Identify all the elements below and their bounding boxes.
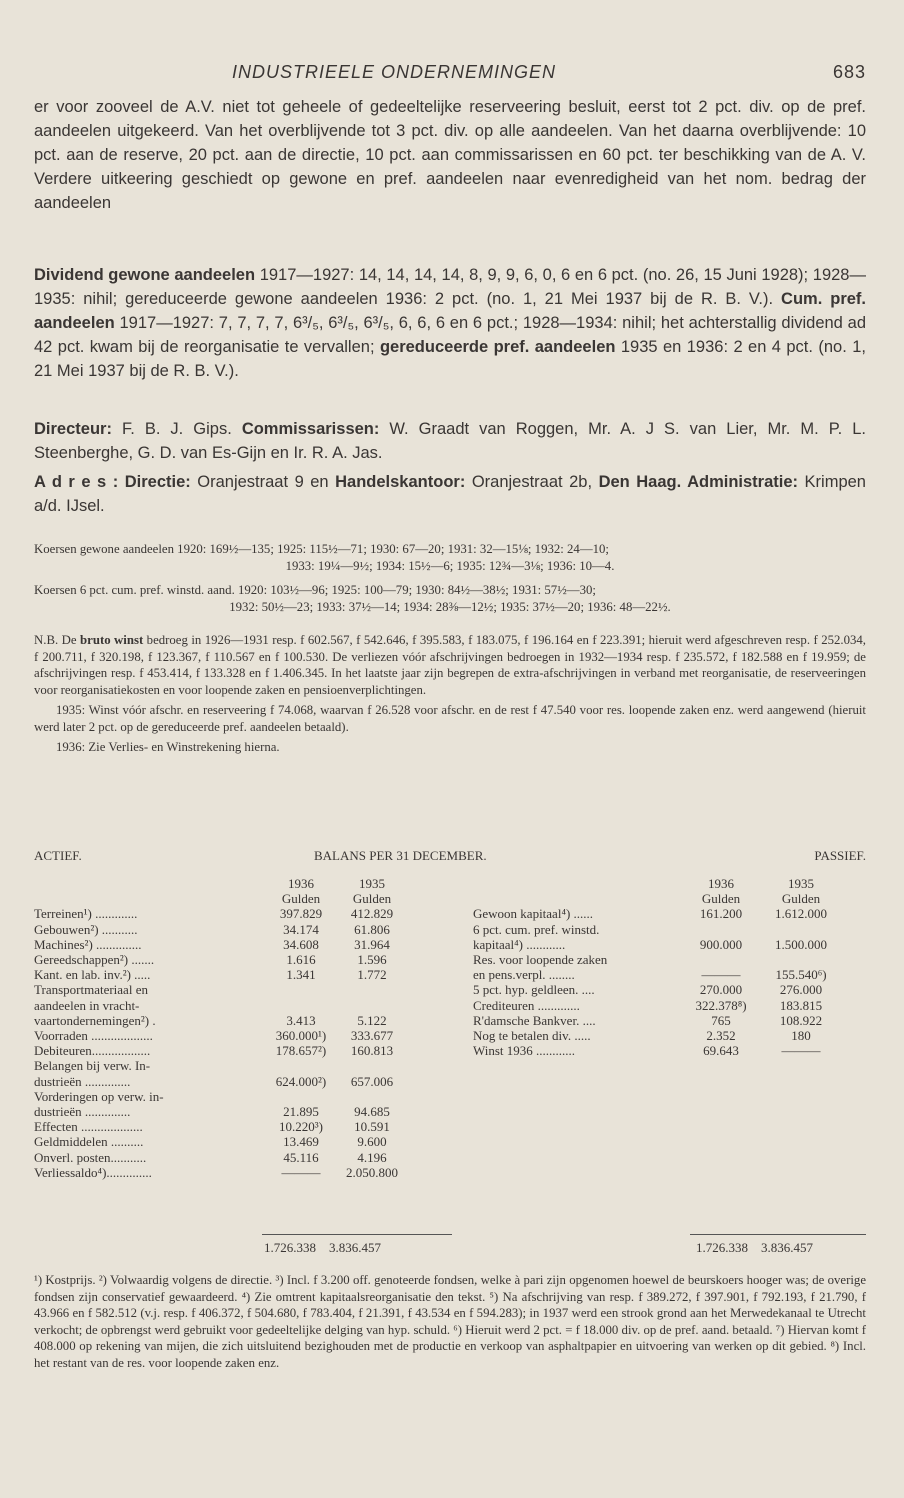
left-value-1936: 397.829: [279, 906, 323, 922]
left-value-1935: 2.050.800: [346, 1164, 398, 1180]
left-value-1935: [332, 982, 412, 997]
nb-text: bedroeg in 1926—1931 resp. f 602.567, f 542.646, f 395.583, f 183.075, f 196.164 en f 223.391; hieruit werd afgeschreven resp. f 252.034, f 200.711, f 320.198, f 123.367, f 110.567 en f 100.530. De verliezen vóór afschrijvingen bedroegen in 1932—1934 resp. f 235.572, f 182.588 en f 19.959; de afschrijvingen resp. f 453.414, f 133.328 en f 1.406.345. In het laatste jaar zijn begrepen de extra-afschrijvingen in verband met reorganisatie, de reserveeringen voor reorganisatiekosten en voor loopende zaken en pensioenverplichtingen.: [34, 633, 866, 697]
right-item-label: Winst 1936 ............: [473, 1043, 576, 1059]
left-value-1936: [270, 982, 332, 997]
commissarissen-label: Commissarissen:: [241, 420, 380, 438]
dividend-paragraph: [34, 263, 866, 383]
actief-label: ACTIEF.: [34, 848, 82, 863]
right-value-1935: 155.540⁶): [775, 967, 827, 983]
right-value-1935: 1.500.000: [775, 936, 827, 952]
passief-totals: [696, 1240, 813, 1256]
left-row: [34, 906, 412, 921]
right-item-label: Crediteuren .............: [473, 997, 580, 1013]
left-value-1936: [270, 1058, 332, 1073]
left-item-label: Debiteuren..................: [34, 1043, 151, 1059]
right-value-1936: 161.200: [699, 906, 743, 922]
left-row: [34, 1119, 412, 1134]
page-number: 683: [832, 62, 866, 82]
nb-label: N.B.: [34, 633, 59, 647]
right-value-1935: ———: [781, 1043, 821, 1059]
right-row: [473, 1013, 841, 1028]
left-value-1936: 624.000²): [275, 1073, 327, 1089]
right-item-label: kapitaal⁴) ............: [473, 936, 566, 952]
right-total-rule: [690, 1234, 866, 1235]
left-value-1935: 4.196: [357, 1149, 387, 1165]
actief-header-unit: [34, 891, 412, 906]
passief-header-year: [473, 876, 841, 891]
left-value-1935: 1.772: [357, 967, 387, 983]
total-1936-right: 1.726.338: [696, 1240, 748, 1255]
right-item-label: en pens.verpl. ........: [473, 967, 575, 983]
right-item-label: 6 pct. cum. pref. winstd.: [473, 921, 600, 937]
left-row: [34, 952, 412, 967]
left-value-1935: [332, 998, 412, 1013]
directie-address: Oranjestraat 9 en: [190, 473, 336, 491]
left-total-rule: [262, 1234, 452, 1235]
left-row: [34, 982, 412, 997]
administratie-label: Den Haag. Administratie:: [598, 473, 799, 491]
left-item-label: Vorderingen op verw. in-: [34, 1088, 164, 1104]
left-item-label: aandeelen in vracht-: [34, 997, 140, 1013]
left-value-1936: 45.116: [283, 1149, 319, 1165]
left-value-1936: 3.413: [286, 1012, 316, 1028]
right-item-label: R'damsche Bankver. ....: [473, 1012, 596, 1028]
section-title: INDUSTRIEELE ONDERNEMINGEN: [232, 62, 557, 82]
balance-heading: [34, 848, 866, 868]
balance-title: BALANS PER 31 DECEMBER.: [314, 848, 487, 863]
left-item-label: Kant. en lab. inv.²) .....: [34, 967, 151, 983]
left-value-1935: [332, 1089, 412, 1104]
gereduceerde-pref-text: 1935 en 1936: 2 en 4 pct. (no. 1, 21 Mei 1937 bij de R. B. V.).: [34, 338, 866, 380]
total-1935-left: 3.836.457: [329, 1240, 381, 1255]
right-value-1936: [681, 922, 761, 937]
right-item-label: Nog te betalen div. .....: [473, 1028, 591, 1044]
left-row: [34, 1134, 412, 1149]
left-value-1935: 1.596: [357, 952, 387, 968]
left-value-1936: 178.657²): [275, 1043, 327, 1059]
passief-label: PASSIEF.: [814, 848, 866, 863]
directeur-text: F. B. J. Gips.: [111, 420, 242, 438]
left-row: [34, 1074, 412, 1089]
passief-header-unit: [473, 891, 841, 906]
right-value-1935: [761, 922, 841, 937]
left-row: [34, 1028, 412, 1043]
unit-1935-r: Gulden: [781, 891, 821, 907]
nb-paragraph: [34, 632, 866, 698]
left-value-1935: [332, 1058, 412, 1073]
unit-1936-r: Gulden: [701, 891, 741, 907]
left-row: [34, 967, 412, 982]
year-1936: 1936: [288, 876, 314, 891]
left-item-label: Effecten ...................: [34, 1119, 143, 1135]
left-row: [34, 1089, 412, 1104]
notes-section: [34, 632, 866, 756]
left-row: [34, 1165, 412, 1180]
right-value-1936: 69.643: [703, 1043, 739, 1059]
left-row: [34, 1104, 412, 1119]
actief-header-year: [34, 876, 412, 891]
left-row: [34, 1013, 412, 1028]
year-1935-r: 1935: [788, 876, 814, 891]
handelskantoor-label: Handelskantoor:: [335, 473, 466, 491]
right-row: [473, 1043, 841, 1058]
cum-pref-label: Cum. pref. aandeelen: [34, 290, 867, 332]
directeur-label: Directeur:: [34, 420, 112, 438]
right-value-1936: [681, 952, 761, 967]
right-value-1936: 2.352: [706, 1028, 736, 1044]
left-value-1935: 9.600: [357, 1134, 387, 1150]
quotes-pref-line2: 1932: 50½—23; 1933: 37½—14; 1934: 28⅜—12½; 1935: 37½—20; 1936: 48—22½.: [229, 599, 671, 614]
right-value-1936: 765: [711, 1012, 731, 1028]
right-value-1935: 108.922: [779, 1012, 823, 1028]
bruto-winst-label: bruto winst: [80, 633, 144, 647]
note-1935: 1935: Winst vóór afschr. en reserveering f 74.068, waarvan f 26.528 voor afschr. en de rest f 47.540 voor res. loopende zaken enz. werd aangewend (hieruit werd later 2 pct. op de gereduceerde pref. aandeelen betaald).: [34, 703, 866, 734]
right-value-1935: [761, 952, 841, 967]
left-row: [34, 998, 412, 1013]
actief-table: [34, 876, 412, 1180]
left-item-label: vaartondernemingen²) .: [34, 1012, 156, 1028]
dividend-gewone-text: 1917—1927: 14, 14, 14, 14, 8, 9, 9, 6, 0, 6 en 6 pct. (no. 26, 15 Juni 1928); 1928—1935: nihil; gereduceerde gewone aandeelen 1936: 2 pct. (no. 1, 21 Mei 1937 bij de R. B. V.).: [34, 266, 866, 308]
left-value-1936: 360.000¹): [275, 1028, 327, 1044]
total-1935-right: 3.836.457: [761, 1240, 813, 1255]
footnotes: ¹) Kostprijs. ²) Volwaardig volgens de directie. ³) Incl. f 3.200 off. genoteerde fondsen, welke à pari zijn opgenomen hoewel de beurskoers hooger was; de overige fondsen zijn conservatief gewaardeerd. ⁴) Zie omtrent kapitaalsreorganisatie den tekst. ⁵) Na afschrijving van resp. f 389.272, f 397.901, f 792.193, f 21.790, f 43.966 en f 582.512 (v.j. resp. f 406.372, f 504.680, f 783.404, f 21.391, f 43.534 en f 594.283); in 1937 werd een strook grond aan het Merwedekanaal te Utrecht verkocht; de opbrengst werd gebruikt voor gedeeltelijke delging van hyp. schuld. ⁶) Hieruit werd 2 pct. = f 18.000 div. op de pref. aand. betaald. ⁷) Hiervan komt f 408.000 op rekening van mijen, die zich uitsluitend bezighouden met de productie en verkoop van asphaltpapier en uitvoering van werken op dit gebied. ⁸) Incl. het restant van de res. voor loopende zaken enz.: [34, 1273, 866, 1370]
right-row: [473, 922, 841, 937]
left-item-label: Gebouwen²) ...........: [34, 921, 138, 937]
left-value-1935: 412.829: [350, 906, 394, 922]
left-item-label: Transportmateriaal en: [34, 982, 148, 998]
left-value-1935: 160.813: [350, 1043, 394, 1059]
left-value-1936: 34.174: [283, 921, 319, 937]
left-item-label: Machines²) ..............: [34, 936, 142, 952]
right-item-label: 5 pct. hyp. geldleen. ....: [473, 982, 595, 998]
right-row: [473, 952, 841, 967]
left-value-1936: 13.469: [283, 1134, 319, 1150]
total-1936-left: 1.726.338: [264, 1240, 316, 1255]
quotes-pref: [34, 582, 866, 615]
left-value-1936: 1.616: [286, 952, 316, 968]
quotes-gewone-line1: Koersen gewone aandeelen 1920: 169½—135; 1925: 115½—71; 1930: 67—20; 1931: 32—15⅛; 1932: 24—10;: [34, 542, 609, 556]
left-value-1935: 31.964: [354, 936, 390, 952]
left-row: [34, 922, 412, 937]
left-value-1935: 657.006: [350, 1073, 394, 1089]
right-row: [473, 998, 841, 1013]
quotes-pref-line1: Koersen 6 pct. cum. pref. winstd. aand. 1920: 103½—96; 1925: 100—79; 1930: 84½—38½; 1931: 57½—30;: [34, 583, 596, 597]
passief-table: [473, 876, 841, 1058]
right-value-1935: 183.815: [779, 997, 823, 1013]
right-value-1935: 180: [791, 1028, 811, 1044]
left-value-1936: [270, 1089, 332, 1104]
left-value-1936: 34.608: [283, 936, 319, 952]
cum-pref-text: 1917—1927: 7, 7, 7, 7, 6³/₅, 6³/₅, 6³/₅, 6, 6, 6 en 6 pct.; 1928—1934: nihil; het achterstallig dividend ad 42 pct. kwam bij de reorganisatie te vervallen;: [34, 314, 866, 356]
gereduceerde-pref-label: gereduceerde pref. aandeelen: [379, 338, 616, 356]
left-item-label: Belangen bij verw. In-: [34, 1058, 151, 1074]
left-value-1935: 5.122: [357, 1012, 387, 1028]
left-item-label: dustrieën ..............: [34, 1104, 131, 1120]
unit-1935: Gulden: [352, 891, 392, 907]
management-paragraph: [34, 417, 866, 465]
handelskantoor-address: Oranjestraat 2b,: [465, 473, 599, 491]
left-value-1936: 1.341: [286, 967, 316, 983]
right-row: [473, 1028, 841, 1043]
adres-label: A d r e s : Directie:: [34, 473, 191, 491]
right-value-1935: 276.000: [779, 982, 823, 998]
note-1936: 1936: Zie Verlies- en Winstrekening hierna.: [56, 740, 280, 754]
right-value-1936: ———: [701, 967, 741, 983]
right-value-1936: 900.000: [699, 936, 743, 952]
quotes-gewone-line2: 1933: 19¼—9½; 1934: 15½—6; 1935: 12¾—3⅛; 1936: 10—4.: [285, 558, 615, 573]
right-value-1936: 270.000: [699, 982, 743, 998]
right-row: [473, 967, 841, 982]
left-value-1936: 10.220³): [279, 1119, 323, 1135]
right-item-label: Gewoon kapitaal⁴) ......: [473, 906, 594, 922]
left-value-1935: 94.685: [354, 1104, 390, 1120]
left-value-1935: 333.677: [350, 1028, 394, 1044]
year-1936-r: 1936: [708, 876, 734, 891]
left-item-label: dustrieën ..............: [34, 1073, 131, 1089]
address-paragraph: [34, 470, 866, 518]
left-item-label: Verliessaldo⁴)..............: [34, 1164, 152, 1180]
left-row: [34, 1058, 412, 1073]
dividend-gewone-label: Dividend gewone aandeelen: [34, 266, 256, 284]
left-value-1936: 21.895: [283, 1104, 319, 1120]
left-value-1935: 10.591: [354, 1119, 390, 1135]
administratie-address: Krimpen a/d. IJsel.: [34, 473, 866, 515]
commissarissen-text: W. Graadt van Roggen, Mr. A. J S. van Lier, Mr. M. P. L. Steenberghe, G. D. van Es-Gijn en Ir. R. A. Jas.: [34, 420, 866, 462]
intro-paragraph: er voor zooveel de A.V. niet tot geheele of gedeeltelijke reserveering besluit, eerst tot 2 pct. div. op de pref. aandeelen uitgekeerd. Van het overblijvende tot 3 pct. div. op alle aandeelen. Van het daarna overblijvende: 10 pct. aan de reserve, 20 pct. aan de directie, 10 pct. aan commissarissen en 60 pct. ter beschikking van de A. V. Verdere uitkeering geschiedt op gewone en pref. aandeelen naar evenredigheid van het nom. bedrag der aandeelen: [34, 98, 866, 212]
right-item-label: Res. voor loopende zaken: [473, 952, 608, 968]
left-row: [34, 1043, 412, 1058]
left-value-1936: ———: [281, 1164, 321, 1180]
left-item-label: Terreinen¹) .............: [34, 906, 138, 922]
left-row: [34, 1150, 412, 1165]
running-header: [36, 62, 866, 88]
left-item-label: Voorraden ...................: [34, 1028, 153, 1044]
left-item-label: Gereedschappen²) .......: [34, 952, 155, 968]
left-item-label: Onverl. posten...........: [34, 1149, 147, 1165]
nb-pre: De: [58, 633, 81, 647]
right-row: [473, 906, 841, 921]
actief-totals: [264, 1240, 381, 1256]
right-row: [473, 937, 841, 952]
quotes-gewone: [34, 541, 866, 574]
right-row: [473, 982, 841, 997]
year-1935: 1935: [359, 876, 385, 891]
left-row: [34, 937, 412, 952]
left-value-1935: 61.806: [354, 921, 390, 937]
unit-1936: Gulden: [281, 891, 321, 907]
right-value-1935: 1.612.000: [775, 906, 827, 922]
left-item-label: Geldmiddelen ..........: [34, 1134, 144, 1150]
right-value-1936: 322.378⁸): [695, 997, 747, 1013]
left-value-1936: [270, 998, 332, 1013]
